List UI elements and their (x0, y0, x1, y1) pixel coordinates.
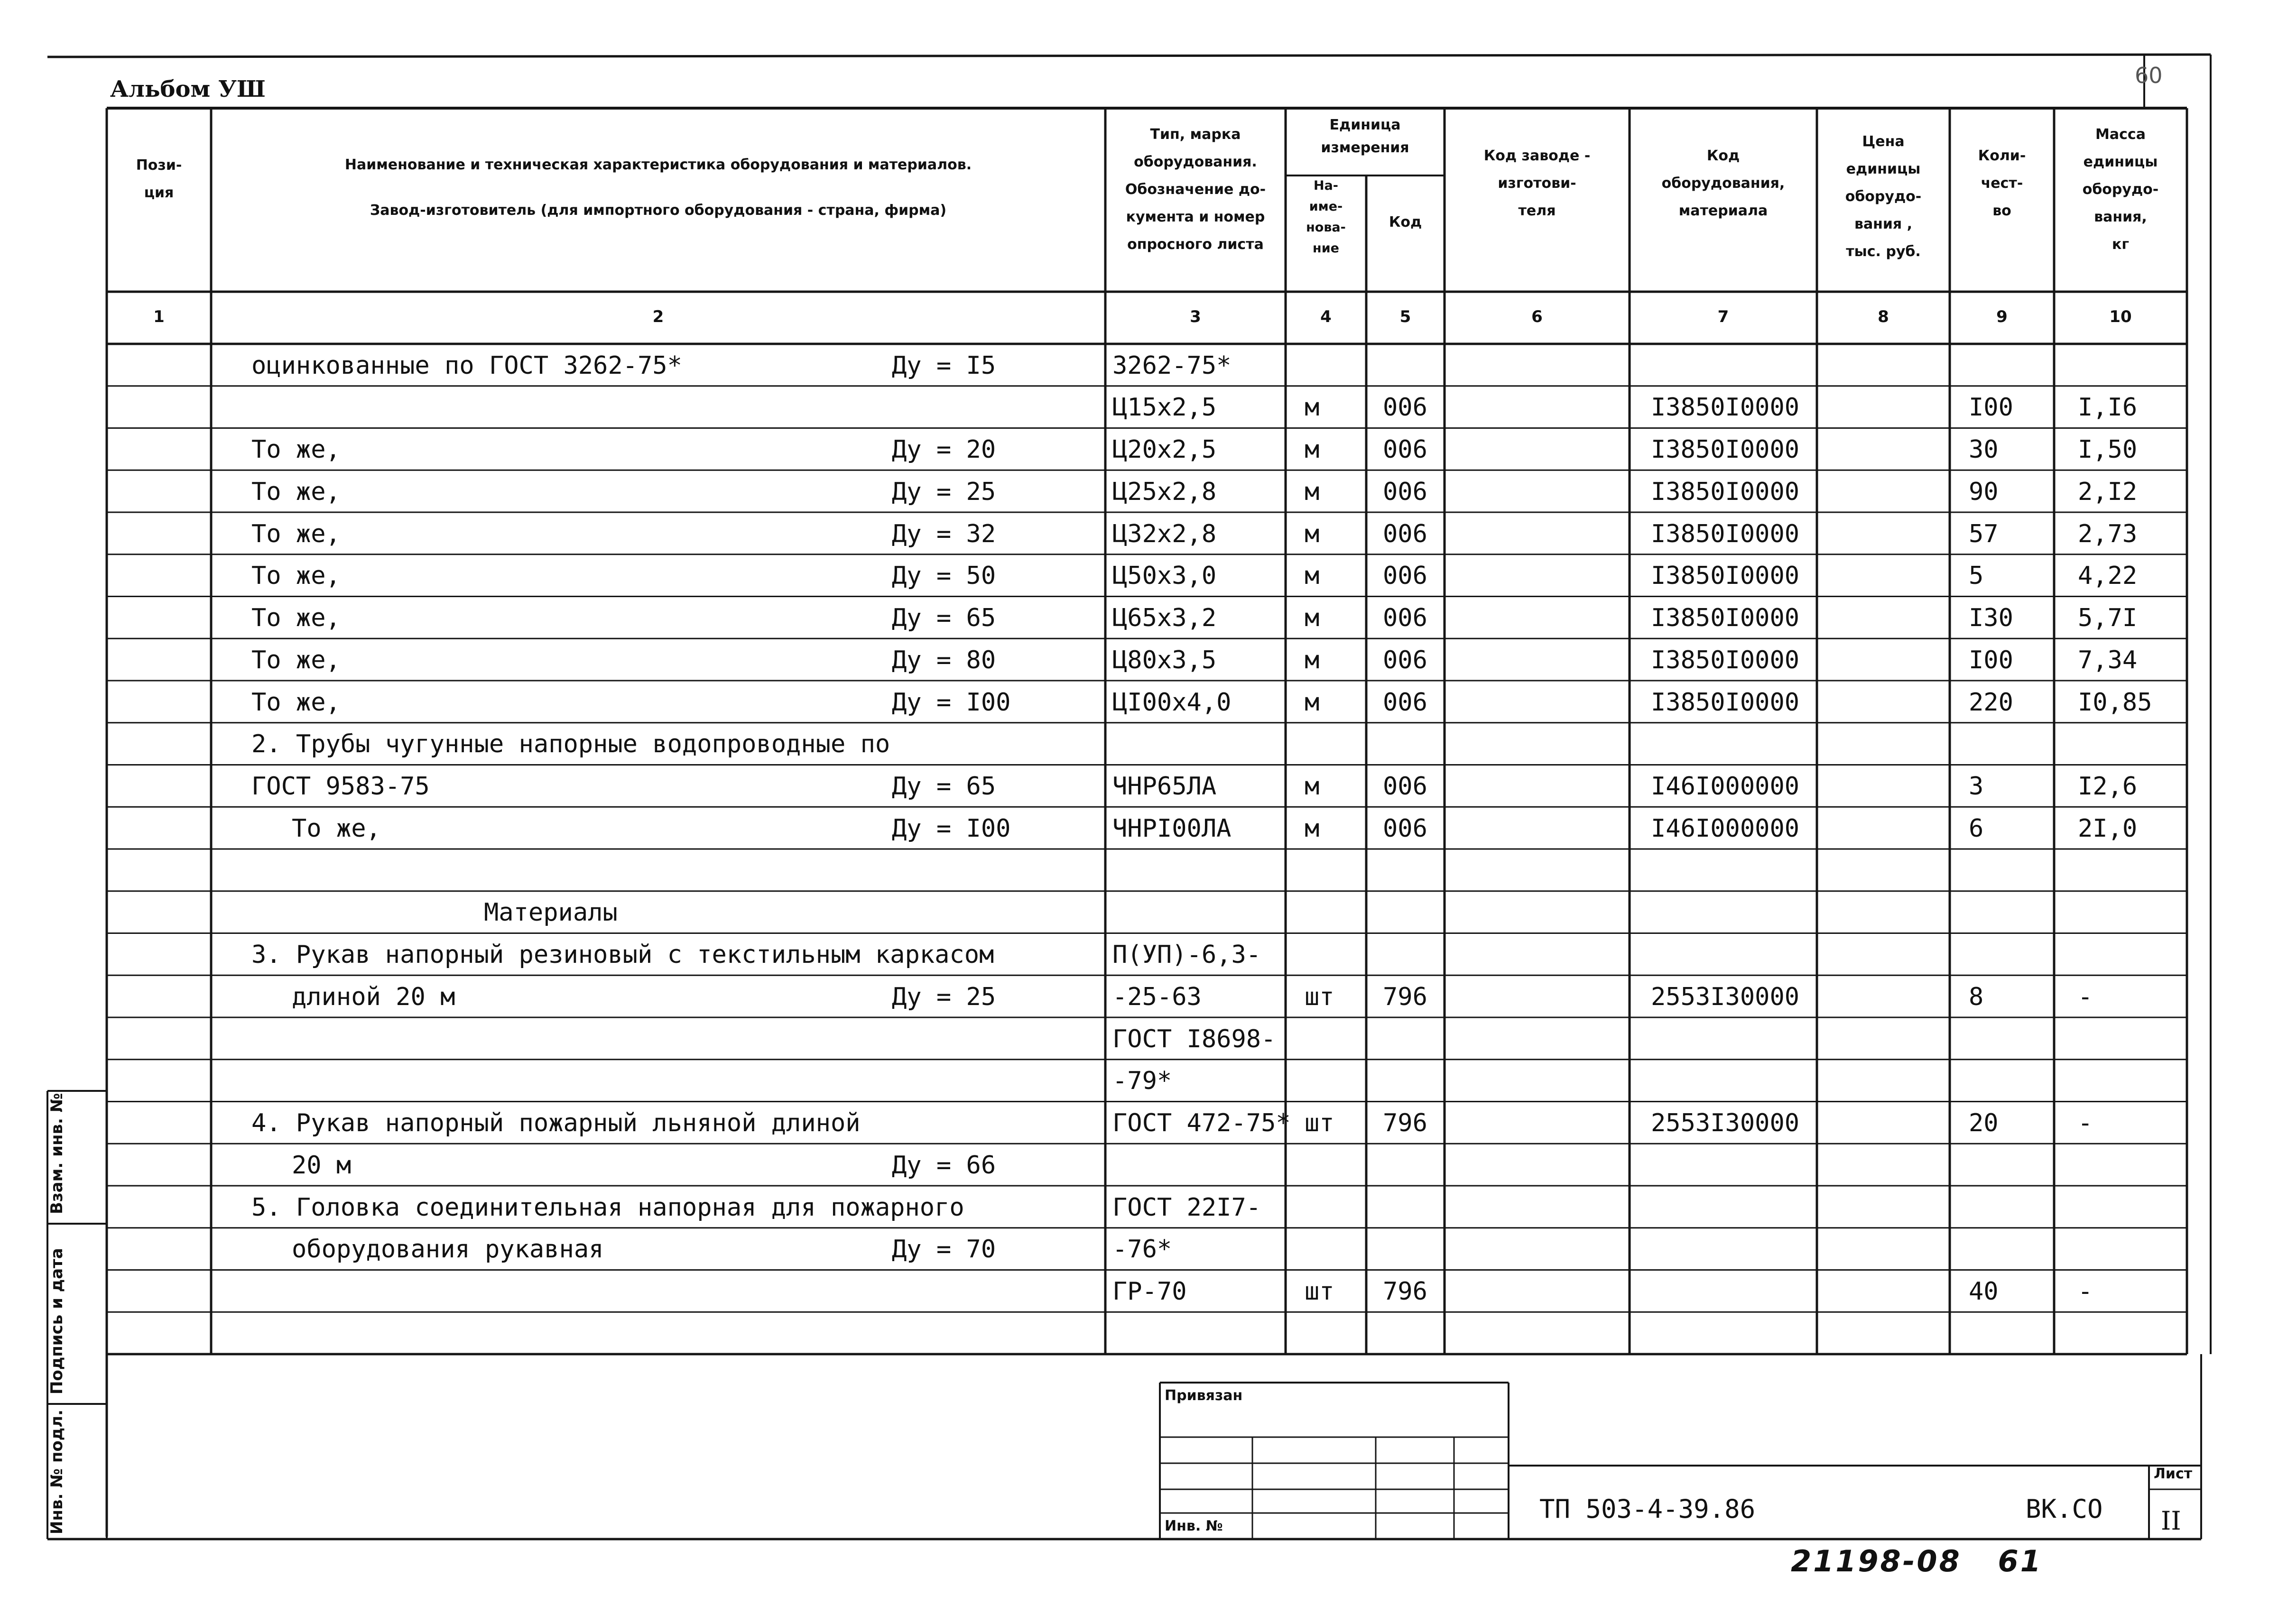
stamp-sheet-label: Лист (2154, 1466, 2193, 1482)
row-6-unit: м (1305, 562, 1320, 591)
side-label-replace-inv: Взам. инв. № (47, 1093, 66, 1214)
row-3-mass: I,50 (2078, 435, 2138, 464)
row-23-type: ГР-70 (1112, 1277, 1187, 1306)
column-header-3: Тип, марка оборудования. Обозначение до- кумента и номер опросного листа (1125, 126, 1266, 253)
row-4-name: То же, (251, 477, 341, 506)
handwritten-inventory-number: 21198-08 61 (1791, 1544, 2043, 1578)
row-19-quantity: 20 (1969, 1109, 1999, 1138)
row-8-name: То же, (251, 646, 341, 674)
row-9-equipment-code: I3850I0000 (1651, 688, 1800, 717)
column-header-1: Пози- ция (136, 157, 182, 201)
row-12-type: ЧНРI00ЛА (1112, 814, 1232, 843)
row-7-unit-code: 006 (1383, 604, 1427, 633)
row-5-mass: 2,73 (2078, 519, 2138, 548)
row-3-nominal-diameter: Ду = 20 (892, 435, 996, 464)
row-19-unit: шт (1305, 1109, 1334, 1138)
row-11-unit: м (1305, 772, 1320, 801)
stamp-document-code: ТП 503-4-39.86 (1539, 1494, 1756, 1524)
row-3-equipment-code: I3850I0000 (1651, 435, 1800, 464)
row-12-unit: м (1305, 814, 1320, 843)
row-4-type: Ц25х2,8 (1112, 477, 1217, 506)
row-12-mass: 2I,0 (2078, 814, 2138, 843)
row-15-name: 3. Рукав напорный резиновый с текстильным каркасом (251, 941, 994, 969)
row-19-type: ГОСТ 472-75* (1112, 1109, 1291, 1138)
row-11-mass: I2,6 (2078, 772, 2138, 801)
row-20-nominal-diameter: Ду = 66 (892, 1151, 996, 1180)
row-6-mass: 4,22 (2078, 562, 2138, 591)
row-8-nominal-diameter: Ду = 80 (892, 646, 996, 674)
row-18-type: -79* (1112, 1067, 1172, 1096)
row-3-unit: м (1305, 435, 1320, 464)
row-4-equipment-code: I3850I0000 (1651, 477, 1800, 506)
column-header-9: Коли- чест- во (1978, 148, 2026, 219)
row-9-unit-code: 006 (1383, 688, 1427, 717)
row-9-type: ЦI00х4,0 (1112, 688, 1232, 717)
row-2-mass: I,I6 (2078, 393, 2138, 422)
row-15-type: П(УП)-6,3- (1112, 941, 1261, 969)
page-corner-number: 60 (2135, 63, 2163, 88)
column-header-4: На- име- нова- ние (1306, 178, 1346, 256)
row-11-quantity: 3 (1969, 772, 1984, 801)
stamp-inv-label: Инв. № (1165, 1518, 1223, 1534)
row-11-type: ЧНР65ЛА (1112, 772, 1217, 801)
row-19-mass: - (2078, 1109, 2093, 1138)
row-16-nominal-diameter: Ду = 25 (892, 982, 996, 1011)
row-9-nominal-diameter: Ду = I00 (892, 688, 1011, 717)
row-2-unit-code: 006 (1383, 393, 1427, 422)
row-2-type: Ц15х2,5 (1112, 393, 1217, 422)
row-20-name: 20 м (292, 1151, 352, 1180)
row-12-nominal-diameter: Ду = I00 (892, 814, 1011, 843)
row-5-type: Ц32х2,8 (1112, 519, 1217, 548)
row-8-mass: 7,34 (2078, 646, 2138, 674)
row-7-nominal-diameter: Ду = 65 (892, 604, 996, 633)
column-header-5: Код (1389, 214, 1422, 231)
row-4-quantity: 90 (1969, 477, 1999, 506)
row-2-equipment-code: I3850I0000 (1651, 393, 1800, 422)
row-21-name: 5. Головка соединительная напорная для пожарного (251, 1193, 964, 1222)
frame-top-line (47, 55, 2211, 57)
stamp-linked-label: Привязан (1165, 1387, 1243, 1404)
row-10-name: 2. Трубы чугунные напорные водопроводные по (251, 730, 890, 759)
row-16-quantity: 8 (1969, 982, 1984, 1011)
row-5-nominal-diameter: Ду = 32 (892, 519, 996, 548)
row-11-nominal-diameter: Ду = 65 (892, 772, 996, 801)
row-7-mass: 5,7I (2078, 604, 2138, 633)
row-21-type: ГОСТ 22I7- (1112, 1193, 1261, 1222)
column-header-7: Код оборудования, материала (1661, 148, 1785, 219)
row-7-type: Ц65х3,2 (1112, 604, 1217, 633)
row-16-type: -25-63 (1112, 982, 1202, 1011)
row-4-unit: м (1305, 477, 1320, 506)
row-6-equipment-code: I3850I0000 (1651, 562, 1800, 591)
row-7-unit: м (1305, 604, 1320, 633)
row-7-quantity: I30 (1969, 604, 2013, 633)
row-23-unit: шт (1305, 1277, 1334, 1306)
row-5-equipment-code: I3850I0000 (1651, 519, 1800, 548)
row-12-unit-code: 006 (1383, 814, 1427, 843)
row-4-mass: 2,I2 (2078, 477, 2138, 506)
album-title: Альбом УШ (110, 76, 266, 102)
row-3-quantity: 30 (1969, 435, 1999, 464)
row-11-name: ГОСТ 9583-75 (251, 772, 430, 801)
row-2-unit: м (1305, 393, 1320, 422)
row-5-quantity: 57 (1969, 519, 1999, 548)
row-3-name: То же, (251, 435, 341, 464)
row-12-equipment-code: I46I000000 (1651, 814, 1800, 843)
row-19-equipment-code: 2553I30000 (1651, 1109, 1800, 1138)
row-22-nominal-diameter: Ду = 70 (892, 1235, 996, 1264)
stamp-sheet-number: II (2161, 1506, 2181, 1536)
row-11-unit-code: 006 (1383, 772, 1427, 801)
stamp-document-mark: ВК.СО (2026, 1494, 2103, 1524)
row-4-nominal-diameter: Ду = 25 (892, 477, 996, 506)
row-16-mass: - (2078, 982, 2093, 1011)
row-8-unit-code: 006 (1383, 646, 1427, 674)
row-1-name: оцинкованные по ГОСТ 3262-75* (251, 351, 682, 380)
column-header-8: Цена единицы оборудо- вания , тыс. руб. (1845, 133, 1922, 260)
row-22-name: оборудования рукавная (292, 1235, 604, 1264)
column-header-2: Наименование и техническая характеристика оборудования и материалов. Завод-изготовитель (для импортного оборудования - страна, фирма) (344, 157, 972, 219)
row-3-type: Ц20х2,5 (1112, 435, 1217, 464)
row-5-name: То же, (251, 519, 341, 548)
column-header-10: Масса единицы оборудо- вания, кг (2082, 126, 2159, 253)
row-16-name: длиной 20 м (292, 982, 455, 1011)
row-6-unit-code: 006 (1383, 562, 1427, 591)
row-8-equipment-code: I3850I0000 (1651, 646, 1800, 674)
row-17-type: ГОСТ I8698- (1112, 1024, 1276, 1053)
row-2-quantity: I00 (1969, 393, 2013, 422)
row-1-nominal-diameter: Ду = I5 (892, 351, 996, 380)
row-12-name: То же, (292, 814, 381, 843)
side-label-inv-original: Инв. № подл. (47, 1409, 66, 1534)
row-9-unit: м (1305, 688, 1320, 717)
row-23-unit-code: 796 (1383, 1277, 1427, 1306)
row-4-unit-code: 006 (1383, 477, 1427, 506)
column-header-6: Код заводе - изготови- теля (1483, 148, 1591, 219)
row-11-equipment-code: I46I000000 (1651, 772, 1800, 801)
row-8-unit: м (1305, 646, 1320, 674)
row-19-unit-code: 796 (1383, 1109, 1427, 1138)
row-5-unit-code: 006 (1383, 519, 1427, 548)
row-14-name: Материалы (484, 898, 618, 927)
row-23-quantity: 40 (1969, 1277, 1999, 1306)
row-6-quantity: 5 (1969, 562, 1984, 591)
side-label-signature-date: Подпись и дата (47, 1248, 66, 1394)
row-19-name: 4. Рукав напорный пожарный льняной длиной (251, 1109, 861, 1138)
row-5-unit: м (1305, 519, 1320, 548)
row-23-mass: - (2078, 1277, 2093, 1306)
row-9-mass: I0,85 (2078, 688, 2152, 717)
row-16-unit-code: 796 (1383, 982, 1427, 1011)
row-16-equipment-code: 2553I30000 (1651, 982, 1800, 1011)
row-8-type: Ц80х3,5 (1112, 646, 1217, 674)
row-8-quantity: I00 (1969, 646, 2013, 674)
row-16-unit: шт (1305, 982, 1334, 1011)
row-6-type: Ц50х3,0 (1112, 562, 1217, 591)
row-7-equipment-code: I3850I0000 (1651, 604, 1800, 633)
row-9-quantity: 220 (1969, 688, 2013, 717)
row-1-type: 3262-75* (1112, 351, 1232, 380)
row-6-name: То же, (251, 562, 341, 591)
row-22-type: -76* (1112, 1235, 1172, 1264)
unit-group-header: Единица измерения (1321, 117, 1409, 156)
row-3-unit-code: 006 (1383, 435, 1427, 464)
row-12-quantity: 6 (1969, 814, 1984, 843)
row-7-name: То же, (251, 604, 341, 633)
row-6-nominal-diameter: Ду = 50 (892, 562, 996, 591)
row-9-name: То же, (251, 688, 341, 717)
